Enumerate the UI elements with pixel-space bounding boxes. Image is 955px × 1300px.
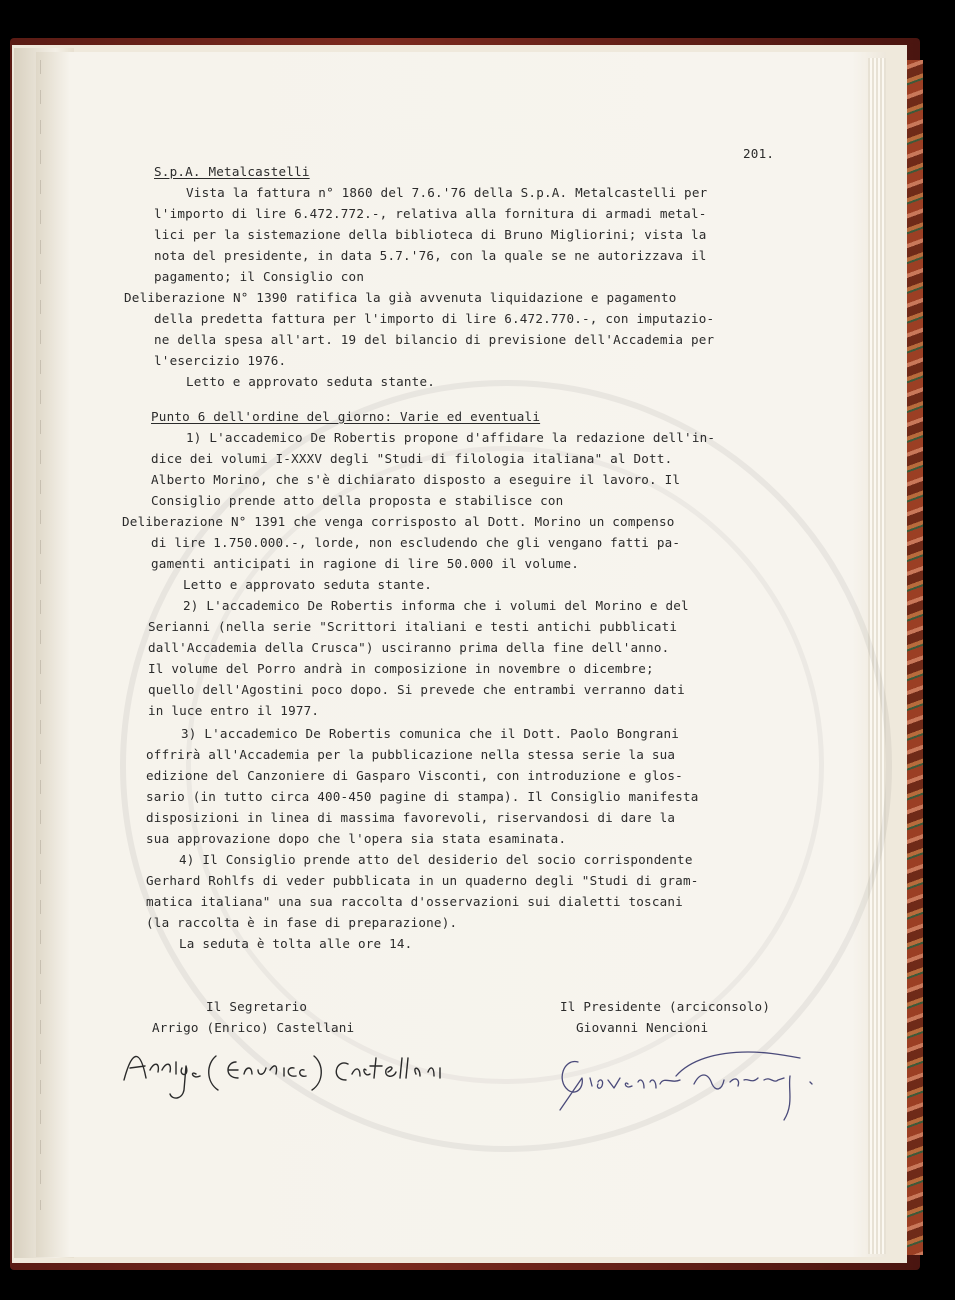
- secretary-name: Arrigo (Enrico) Castellani: [152, 1020, 355, 1035]
- text-line: quello dell'Agostini poco dopo. Si prevede che entrambi verranno dati: [148, 682, 685, 697]
- text-line: 3) L'accademico De Robertis comunica che il Dott. Paolo Bongrani: [181, 726, 680, 741]
- deliberation-line: Deliberazione N° 1390 ratifica la già avvenuta liquidazione e pagamento: [124, 290, 677, 305]
- text-line: in luce entro il 1977.: [148, 703, 320, 718]
- text-line: Gerhard Rohlfs di veder pubblicata in un quaderno degli "Studi di gram-: [146, 873, 699, 888]
- president-title: Il Presidente (arciconsolo): [560, 999, 771, 1014]
- president-name: Giovanni Nencioni: [576, 1020, 709, 1035]
- text-line: ne della spesa all'art. 19 del bilancio di previsione dell'Accademia per: [154, 332, 715, 347]
- text-line: di lire 1.750.000.-, lorde, non escludendo che gli vengano fatti pa-: [151, 535, 681, 550]
- secretary-title: Il Segretario: [206, 999, 308, 1014]
- text-line: dice dei volumi I-XXXV degli "Studi di filologia italiana" al Dott.: [151, 451, 673, 466]
- text-line: disposizioni in linea di massima favorevoli, riservandosi di dare la: [146, 810, 676, 825]
- text-line: sua approvazione dopo che l'opera sia stata esaminata.: [146, 831, 567, 846]
- closing-line: La seduta è tolta alle ore 14.: [179, 936, 413, 951]
- text-line: l'importo di lire 6.472.772.-, relativa alla fornitura di armadi metal-: [154, 206, 707, 221]
- text-line: nota del presidente, in data 5.7.'76, con la quale se ne autorizzava il: [154, 248, 707, 263]
- text-line: edizione del Canzoniere di Gasparo Visconti, con introduzione e glos-: [146, 768, 683, 783]
- text-line: pagamento; il Consiglio con: [154, 269, 365, 284]
- text-line: Il volume del Porro andrà in composizione in novembre o dicembre;: [148, 661, 654, 676]
- text-line: (la raccolta è in fase di preparazione).: [146, 915, 458, 930]
- text-line: 4) Il Consiglio prende atto del desiderio del socio corrispondente: [179, 852, 693, 867]
- section-heading: Punto 6 dell'ordine del giorno: Varie ed eventuali: [151, 409, 541, 424]
- text-line: Letto e approvato seduta stante.: [183, 577, 433, 592]
- text-line: sario (in tutto circa 400-450 pagine di stampa). Il Consiglio manifesta: [146, 789, 699, 804]
- deliberation-line: Deliberazione N° 1391 che venga corrisposto al Dott. Morino un compenso: [122, 514, 675, 529]
- page-number: 201.: [743, 146, 775, 161]
- text-line: lici per la sistemazione della biblioteca di Bruno Migliorini; vista la: [154, 227, 707, 242]
- text-line: Alberto Morino, che s'è dichiarato disposto a eseguire il lavoro. Il: [151, 472, 681, 487]
- text-line: Vista la fattura n° 1860 del 7.6.'76 della S.p.A. Metalcastelli per: [186, 185, 708, 200]
- text-line: della predetta fattura per l'importo di lire 6.472.770.-, con imputazio-: [154, 311, 715, 326]
- text-line: 1) L'accademico De Robertis propone d'affidare la redazione dell'in-: [186, 430, 716, 445]
- text-line: Letto e approvato seduta stante.: [186, 374, 436, 389]
- text-line: 2) L'accademico De Robertis informa che i volumi del Morino e del: [183, 598, 689, 613]
- text-line: dall'Accademia della Crusca") usciranno prima della fine dell'anno.: [148, 640, 670, 655]
- text-line: matica italiana" una sua raccolta d'osservazioni sui dialetti toscani: [146, 894, 683, 909]
- section-heading: S.p.A. Metalcastelli: [154, 164, 310, 179]
- text-line: Serianni (nella serie "Scrittori italiani e testi antichi pubblicati: [148, 619, 678, 634]
- text-line: Consiglio prende atto della proposta e stabilisce con: [151, 493, 564, 508]
- text-line: l'esercizio 1976.: [154, 353, 287, 368]
- text-line: offrirà all'Accademia per la pubblicazione nella stessa serie la sua: [146, 747, 676, 762]
- secretary-signature: [124, 1056, 440, 1098]
- president-signature: [560, 1052, 812, 1120]
- text-line: gamenti anticipati in ragione di lire 50.000 il volume.: [151, 556, 580, 571]
